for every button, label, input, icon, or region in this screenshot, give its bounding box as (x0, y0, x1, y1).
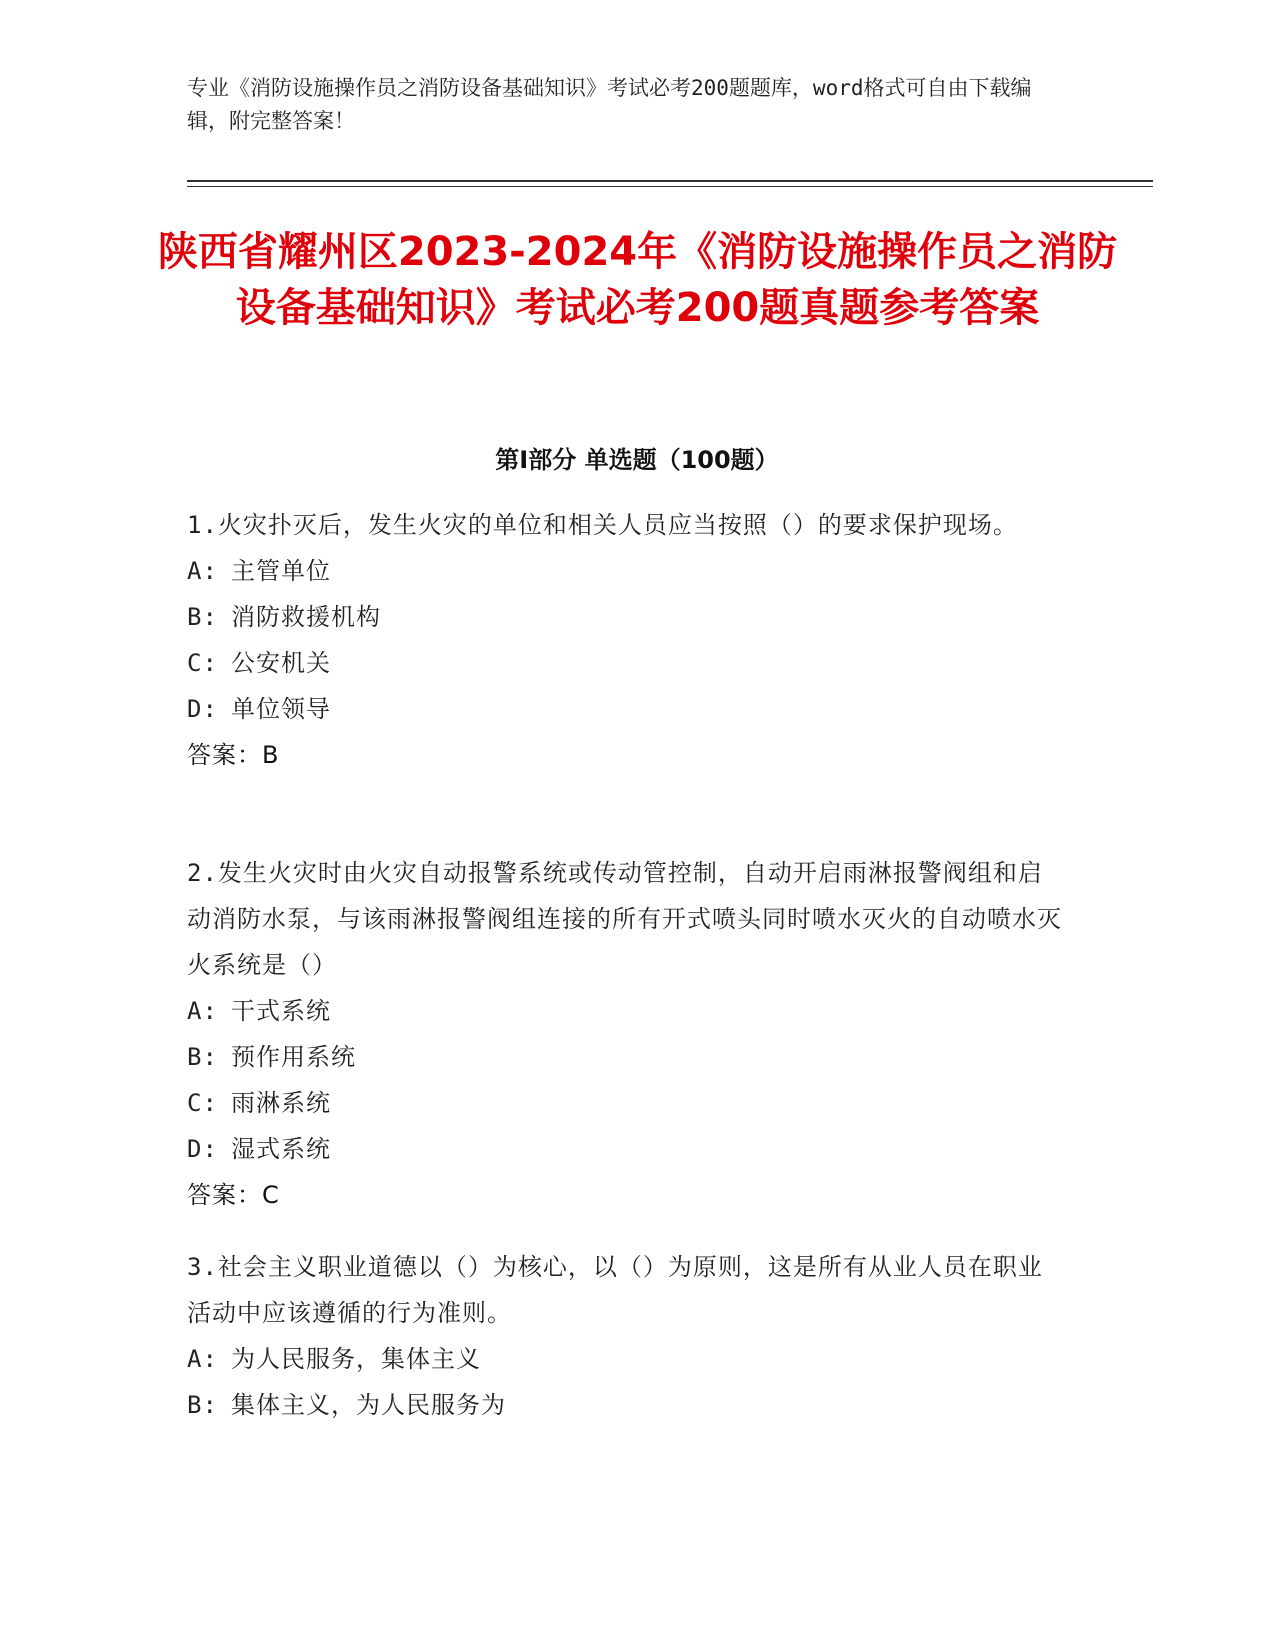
section-title: 第I部分 单选题（100题） (495, 446, 779, 474)
option-label: D: (187, 1135, 218, 1163)
document-title: 陕西省耀州区2023-2024年《消防设施操作员之消防设备基础知识》考试必考200题真题参考答案 (157, 229, 1118, 331)
option-label: A: (187, 557, 218, 585)
option-text: 公安机关 (231, 649, 331, 677)
option-text: 预作用系统 (231, 1043, 356, 1071)
option-text: 主管单位 (231, 557, 331, 585)
option-label: A: (187, 1345, 218, 1373)
option-text: 干式系统 (231, 997, 331, 1025)
option-text: 雨淋系统 (231, 1089, 331, 1117)
answer: 答案：B (187, 741, 280, 769)
option-label: B: (187, 1391, 218, 1419)
question-text: 2.发生火灾时由火灾自动报警系统或传动管控制，自动开启雨淋报警阀组和启动消防水泵，与该雨淋报警阀组连接的所有开式喷头同时喷水灭火的自动喷水灭火系统是（） (187, 859, 1062, 979)
option-label: A: (187, 997, 218, 1025)
question-3 (187, 1244, 1067, 1428)
option-b (187, 594, 1067, 640)
option-c (187, 640, 1067, 686)
option-label: C: (187, 649, 218, 677)
option-c (187, 1080, 1067, 1126)
option-label: C: (187, 1089, 218, 1117)
option-b (187, 1382, 1067, 1428)
option-a (187, 548, 1067, 594)
header-note: 专业《消防设施操作员之消防设备基础知识》考试必考200题题库，word格式可自由下载编辑，附完整答案！ (187, 76, 1032, 133)
header-divider-thin (187, 186, 1153, 187)
header-divider (187, 180, 1153, 182)
option-label: B: (187, 603, 218, 631)
option-b (187, 1034, 1067, 1080)
option-a (187, 1336, 1067, 1382)
option-text: 集体主义，为人民服务为 (231, 1391, 506, 1419)
option-text: 单位领导 (231, 695, 331, 723)
question-1 (187, 502, 1067, 778)
question-text: 1.火灾扑灭后，发生火灾的单位和相关人员应当按照（）的要求保护现场。 (187, 511, 1018, 539)
question-2 (187, 850, 1067, 1218)
option-text: 为人民服务，集体主义 (231, 1345, 481, 1373)
option-d (187, 1126, 1067, 1172)
option-label: D: (187, 695, 218, 723)
question-text: 3.社会主义职业道德以（）为核心，以（）为原则，这是所有从业人员在职业活动中应该遵循的行为准则。 (187, 1253, 1043, 1327)
option-text: 消防救援机构 (231, 603, 381, 631)
option-d (187, 686, 1067, 732)
option-text: 湿式系统 (231, 1135, 331, 1163)
option-label: B: (187, 1043, 218, 1071)
answer: 答案：C (187, 1181, 280, 1209)
option-a (187, 988, 1067, 1034)
